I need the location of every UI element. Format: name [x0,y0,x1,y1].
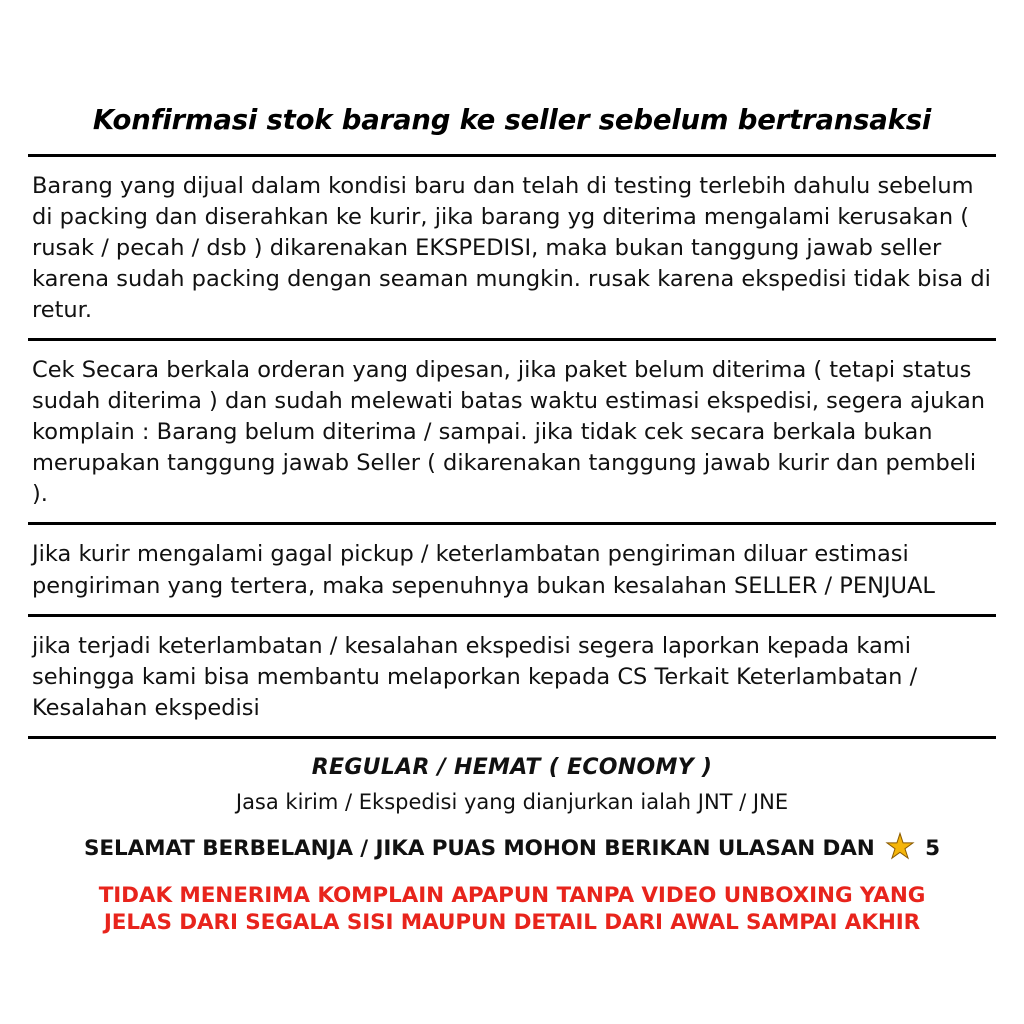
shipping-type: REGULAR / HEMAT ( ECONOMY ) [311,754,713,780]
closing-text: SELAMAT BERBELANJA / JIKA PUAS MOHON BERIKAN ULASAN DAN [84,836,875,862]
rating-value: 5 [925,836,940,862]
section-4-text: jika terjadi keterlambatan / kesalahan ekspedisi segera laporkan kepada kami sehingga kami bisa membantu melaporkan kepada CS Terkait Keterlambatan / Kesalahan ekspedisi [32,632,918,721]
shipping-note: Jasa kirim / Ekspedisi yang dianjurkan ialah JNT / JNE [235,789,789,814]
closing-line [28,826,996,867]
warning-text [28,882,996,937]
section-1 [28,157,996,338]
star-icon: ★ [884,826,916,867]
warning-line-1: TIDAK MENERIMA KOMPLAIN APAPUN TANPA VIDEO UNBOXING YANG [98,882,926,908]
warning-line-2: JELAS DARI SEGALA SISI MAUPUN DETAIL DARI AWAL SAMPAI AKHIR [103,910,921,936]
section-2 [28,341,996,522]
section-4 [28,617,996,736]
section-3-text: Jika kurir mengalami gagal pickup / keterlambatan pengiriman diluar estimasi pengiriman yang tertera, maka sepenuhnya bukan kesalahan SELLER / PENJUAL [32,541,935,599]
section-3 [28,525,996,613]
footer [28,739,996,937]
page-title: Konfirmasi stok barang ke seller sebelum bertransaksi [92,104,932,136]
section-2-text: Cek Secara berkala orderan yang dipesan, jika paket belum diterima ( tetapi status sudah diterima ) dan sudah melewati batas waktu estimasi ekspedisi, segera ajukan komplain : Barang belum diterima / sampai. jika tidak cek secara berkala bukan merupakan tanggung jawab Seller ( dikarenakan tanggung jawab kurir dan pembeli ). [32,357,986,508]
section-1-text: Barang yang dijual dalam kondisi baru dan telah di testing terlebih dahulu sebelum di packing dan diserahkan ke kurir, jika barang yg diterima mengalami kerusakan ( rusak / pecah / dsb ) dikarenakan EKSPEDISI, maka bukan tanggung jawab seller karena sudah packing dengan seaman mungkin. rusak karena ekspedisi tidak bisa di retur. [32,173,991,324]
